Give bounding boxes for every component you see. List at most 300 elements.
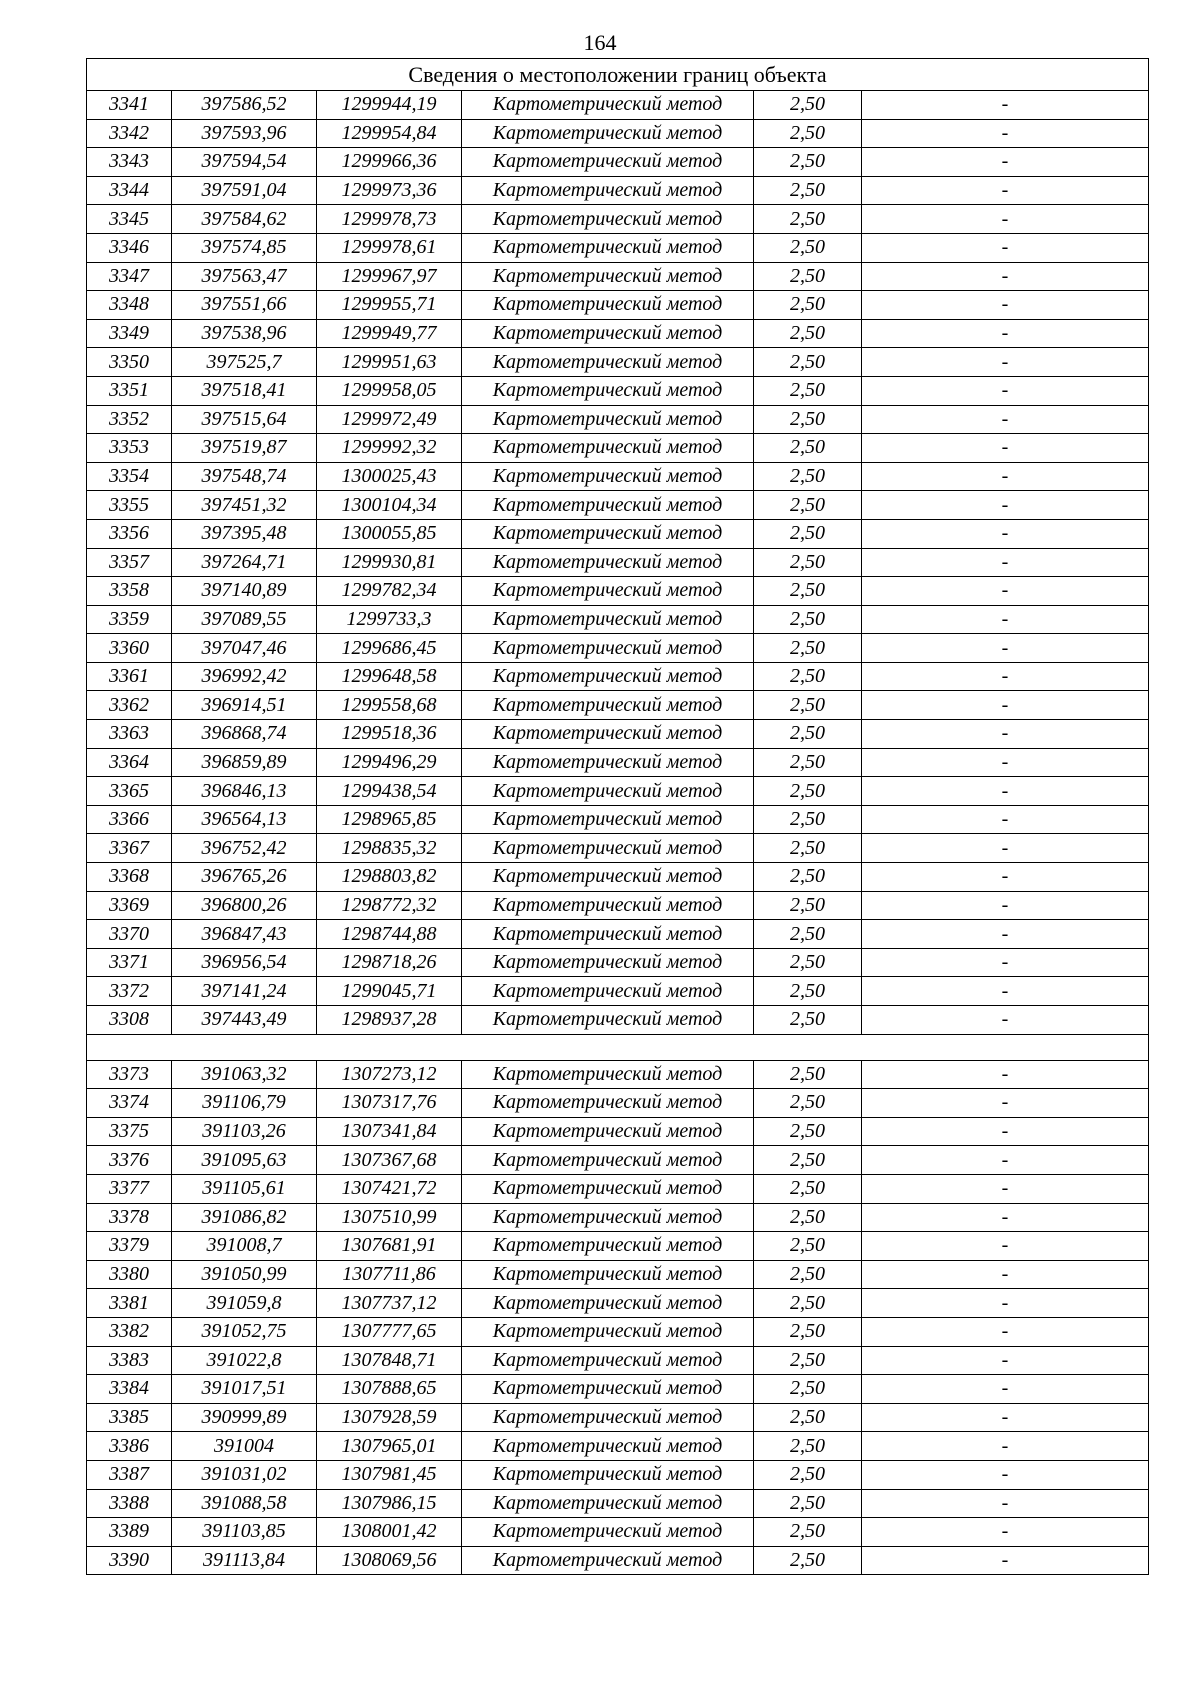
y-coordinate-cell: 1307848,71 (317, 1346, 462, 1375)
accuracy-cell: 2,50 (754, 1346, 862, 1375)
table-row (87, 777, 1149, 806)
accuracy-cell: 2,50 (754, 376, 862, 405)
method-cell: Картометрический метод (462, 720, 754, 749)
y-coordinate-cell: 1299951,63 (317, 348, 462, 377)
method-cell: Картометрический метод (462, 1260, 754, 1289)
point-number-cell: 3383 (87, 1346, 172, 1375)
x-coordinate-cell: 397264,71 (172, 548, 317, 577)
point-number-cell: 3386 (87, 1432, 172, 1461)
x-coordinate-cell: 396859,89 (172, 748, 317, 777)
table-row (87, 948, 1149, 977)
point-number-cell: 3377 (87, 1174, 172, 1203)
accuracy-cell: 2,50 (754, 891, 862, 920)
accuracy-cell: 2,50 (754, 1089, 862, 1118)
description-cell: - (862, 1289, 1149, 1318)
table-row (87, 319, 1149, 348)
table-row (87, 434, 1149, 463)
y-coordinate-cell: 1307317,76 (317, 1089, 462, 1118)
accuracy-cell: 2,50 (754, 1060, 862, 1089)
x-coordinate-cell: 391022,8 (172, 1346, 317, 1375)
point-number-cell: 3369 (87, 891, 172, 920)
accuracy-cell: 2,50 (754, 863, 862, 892)
description-cell: - (862, 205, 1149, 234)
x-coordinate-cell: 391059,8 (172, 1289, 317, 1318)
description-cell: - (862, 1117, 1149, 1146)
table-row (87, 1546, 1149, 1575)
accuracy-cell: 2,50 (754, 1460, 862, 1489)
description-cell: - (862, 634, 1149, 663)
point-number-cell: 3389 (87, 1518, 172, 1547)
point-number-cell: 3365 (87, 777, 172, 806)
method-cell: Картометрический метод (462, 1460, 754, 1489)
accuracy-cell: 2,50 (754, 1006, 862, 1035)
table-row (87, 1260, 1149, 1289)
point-number-cell: 3373 (87, 1060, 172, 1089)
y-coordinate-cell: 1307928,59 (317, 1403, 462, 1432)
method-cell: Картометрический метод (462, 948, 754, 977)
method-cell: Картометрический метод (462, 1375, 754, 1404)
description-cell: - (862, 977, 1149, 1006)
description-cell: - (862, 1460, 1149, 1489)
method-cell: Картометрический метод (462, 1146, 754, 1175)
description-cell: - (862, 348, 1149, 377)
x-coordinate-cell: 396868,74 (172, 720, 317, 749)
x-coordinate-cell: 397451,32 (172, 491, 317, 520)
table-row (87, 1489, 1149, 1518)
table-row (87, 1518, 1149, 1547)
accuracy-cell: 2,50 (754, 748, 862, 777)
point-number-cell: 3387 (87, 1460, 172, 1489)
y-coordinate-cell: 1307986,15 (317, 1489, 462, 1518)
point-number-cell: 3368 (87, 863, 172, 892)
table-row (87, 1375, 1149, 1404)
x-coordinate-cell: 397594,54 (172, 148, 317, 177)
method-cell: Картометрический метод (462, 205, 754, 234)
table-row (87, 1203, 1149, 1232)
point-number-cell: 3359 (87, 605, 172, 634)
description-cell: - (862, 1089, 1149, 1118)
x-coordinate-cell: 391106,79 (172, 1089, 317, 1118)
table-row (87, 1289, 1149, 1318)
y-coordinate-cell: 1298803,82 (317, 863, 462, 892)
table-row (87, 205, 1149, 234)
y-coordinate-cell: 1298772,32 (317, 891, 462, 920)
table-row (87, 462, 1149, 491)
y-coordinate-cell: 1298835,32 (317, 834, 462, 863)
method-cell: Картометрический метод (462, 777, 754, 806)
y-coordinate-cell: 1307777,65 (317, 1317, 462, 1346)
table-row (87, 977, 1149, 1006)
accuracy-cell: 2,50 (754, 1432, 862, 1461)
method-cell: Картометрический метод (462, 462, 754, 491)
description-cell: - (862, 691, 1149, 720)
table-row (87, 891, 1149, 920)
point-number-cell: 3360 (87, 634, 172, 663)
table-row (87, 1232, 1149, 1261)
point-number-cell: 3344 (87, 176, 172, 205)
method-cell: Картометрический метод (462, 662, 754, 691)
point-number-cell: 3390 (87, 1546, 172, 1575)
x-coordinate-cell: 396992,42 (172, 662, 317, 691)
table-row (87, 262, 1149, 291)
x-coordinate-cell: 397593,96 (172, 119, 317, 148)
accuracy-cell: 2,50 (754, 1117, 862, 1146)
description-cell: - (862, 262, 1149, 291)
description-cell: - (862, 119, 1149, 148)
x-coordinate-cell: 397519,87 (172, 434, 317, 463)
accuracy-cell: 2,50 (754, 777, 862, 806)
x-coordinate-cell: 391008,7 (172, 1232, 317, 1261)
description-cell: - (862, 805, 1149, 834)
description-cell: - (862, 1060, 1149, 1089)
table-row (87, 1460, 1149, 1489)
section-separator-cell (87, 1034, 1149, 1060)
table-row (87, 577, 1149, 606)
method-cell: Картометрический метод (462, 176, 754, 205)
accuracy-cell: 2,50 (754, 233, 862, 262)
method-cell: Картометрический метод (462, 691, 754, 720)
point-number-cell: 3363 (87, 720, 172, 749)
description-cell: - (862, 1317, 1149, 1346)
x-coordinate-cell: 391105,61 (172, 1174, 317, 1203)
table-row (87, 634, 1149, 663)
point-number-cell: 3350 (87, 348, 172, 377)
method-cell: Картометрический метод (462, 1518, 754, 1547)
x-coordinate-cell: 396956,54 (172, 948, 317, 977)
x-coordinate-cell: 396847,43 (172, 920, 317, 949)
y-coordinate-cell: 1307888,65 (317, 1375, 462, 1404)
accuracy-cell: 2,50 (754, 1232, 862, 1261)
point-number-cell: 3358 (87, 577, 172, 606)
x-coordinate-cell: 391088,58 (172, 1489, 317, 1518)
table-row (87, 691, 1149, 720)
accuracy-cell: 2,50 (754, 319, 862, 348)
table-row (87, 1006, 1149, 1035)
x-coordinate-cell: 397563,47 (172, 262, 317, 291)
method-cell: Картометрический метод (462, 1174, 754, 1203)
table-row (87, 176, 1149, 205)
x-coordinate-cell: 397538,96 (172, 319, 317, 348)
point-number-cell: 3381 (87, 1289, 172, 1318)
description-cell: - (862, 1375, 1149, 1404)
point-number-cell: 3388 (87, 1489, 172, 1518)
method-cell: Картометрический метод (462, 805, 754, 834)
point-number-cell: 3351 (87, 376, 172, 405)
x-coordinate-cell: 391017,51 (172, 1375, 317, 1404)
point-number-cell: 3347 (87, 262, 172, 291)
accuracy-cell: 2,50 (754, 1489, 862, 1518)
x-coordinate-cell: 397518,41 (172, 376, 317, 405)
table-row (87, 920, 1149, 949)
point-number-cell: 3375 (87, 1117, 172, 1146)
accuracy-cell: 2,50 (754, 577, 862, 606)
point-number-cell: 3308 (87, 1006, 172, 1035)
description-cell: - (862, 91, 1149, 120)
description-cell: - (862, 1432, 1149, 1461)
x-coordinate-cell: 397140,89 (172, 577, 317, 606)
point-number-cell: 3357 (87, 548, 172, 577)
description-cell: - (862, 548, 1149, 577)
accuracy-cell: 2,50 (754, 720, 862, 749)
point-number-cell: 3345 (87, 205, 172, 234)
description-cell: - (862, 176, 1149, 205)
y-coordinate-cell: 1307367,68 (317, 1146, 462, 1175)
x-coordinate-cell: 397584,62 (172, 205, 317, 234)
y-coordinate-cell: 1307981,45 (317, 1460, 462, 1489)
description-cell: - (862, 434, 1149, 463)
x-coordinate-cell: 397443,49 (172, 1006, 317, 1035)
method-cell: Картометрический метод (462, 376, 754, 405)
accuracy-cell: 2,50 (754, 605, 862, 634)
table-title: Сведения о местоположении границ объекта (87, 59, 1149, 91)
accuracy-cell: 2,50 (754, 805, 862, 834)
accuracy-cell: 2,50 (754, 176, 862, 205)
section-separator-row (87, 1034, 1149, 1060)
x-coordinate-cell: 391113,84 (172, 1546, 317, 1575)
accuracy-cell: 2,50 (754, 1203, 862, 1232)
description-cell: - (862, 662, 1149, 691)
table-row (87, 805, 1149, 834)
accuracy-cell: 2,50 (754, 548, 862, 577)
description-cell: - (862, 519, 1149, 548)
x-coordinate-cell: 397574,85 (172, 233, 317, 262)
table-row (87, 148, 1149, 177)
y-coordinate-cell: 1298718,26 (317, 948, 462, 977)
table-row (87, 491, 1149, 520)
method-cell: Картометрический метод (462, 634, 754, 663)
method-cell: Картометрический метод (462, 920, 754, 949)
y-coordinate-cell: 1307737,12 (317, 1289, 462, 1318)
method-cell: Картометрический метод (462, 262, 754, 291)
method-cell: Картометрический метод (462, 1203, 754, 1232)
method-cell: Картометрический метод (462, 91, 754, 120)
accuracy-cell: 2,50 (754, 691, 862, 720)
table-row (87, 834, 1149, 863)
method-cell: Картометрический метод (462, 605, 754, 634)
description-cell: - (862, 291, 1149, 320)
method-cell: Картометрический метод (462, 491, 754, 520)
point-number-cell: 3384 (87, 1375, 172, 1404)
point-number-cell: 3379 (87, 1232, 172, 1261)
y-coordinate-cell: 1299972,49 (317, 405, 462, 434)
point-number-cell: 3352 (87, 405, 172, 434)
method-cell: Картометрический метод (462, 291, 754, 320)
table-row (87, 291, 1149, 320)
y-coordinate-cell: 1299930,81 (317, 548, 462, 577)
method-cell: Картометрический метод (462, 233, 754, 262)
description-cell: - (862, 376, 1149, 405)
x-coordinate-cell: 397089,55 (172, 605, 317, 634)
y-coordinate-cell: 1298937,28 (317, 1006, 462, 1035)
point-number-cell: 3367 (87, 834, 172, 863)
y-coordinate-cell: 1299966,36 (317, 148, 462, 177)
y-coordinate-cell: 1308001,42 (317, 1518, 462, 1547)
description-cell: - (862, 577, 1149, 606)
table-row (87, 548, 1149, 577)
method-cell: Картометрический метод (462, 1489, 754, 1518)
description-cell: - (862, 834, 1149, 863)
description-cell: - (862, 948, 1149, 977)
point-number-cell: 3355 (87, 491, 172, 520)
method-cell: Картометрический метод (462, 1117, 754, 1146)
x-coordinate-cell: 397141,24 (172, 977, 317, 1006)
y-coordinate-cell: 1307681,91 (317, 1232, 462, 1261)
table-row (87, 748, 1149, 777)
y-coordinate-cell: 1300055,85 (317, 519, 462, 548)
point-number-cell: 3364 (87, 748, 172, 777)
point-number-cell: 3346 (87, 233, 172, 262)
method-cell: Картометрический метод (462, 977, 754, 1006)
y-coordinate-cell: 1308069,56 (317, 1546, 462, 1575)
x-coordinate-cell: 391063,32 (172, 1060, 317, 1089)
table-row (87, 119, 1149, 148)
method-cell: Картометрический метод (462, 405, 754, 434)
point-number-cell: 3371 (87, 948, 172, 977)
accuracy-cell: 2,50 (754, 205, 862, 234)
description-cell: - (862, 1403, 1149, 1432)
method-cell: Картометрический метод (462, 577, 754, 606)
x-coordinate-cell: 396752,42 (172, 834, 317, 863)
method-cell: Картометрический метод (462, 1546, 754, 1575)
accuracy-cell: 2,50 (754, 1403, 862, 1432)
table-row (87, 863, 1149, 892)
table-row (87, 1089, 1149, 1118)
y-coordinate-cell: 1298744,88 (317, 920, 462, 949)
point-number-cell: 3353 (87, 434, 172, 463)
description-cell: - (862, 863, 1149, 892)
y-coordinate-cell: 1299438,54 (317, 777, 462, 806)
y-coordinate-cell: 1299978,61 (317, 233, 462, 262)
description-cell: - (862, 1232, 1149, 1261)
accuracy-cell: 2,50 (754, 1146, 862, 1175)
x-coordinate-cell: 397515,64 (172, 405, 317, 434)
y-coordinate-cell: 1300025,43 (317, 462, 462, 491)
x-coordinate-cell: 396846,13 (172, 777, 317, 806)
method-cell: Картометрический метод (462, 1006, 754, 1035)
accuracy-cell: 2,50 (754, 977, 862, 1006)
accuracy-cell: 2,50 (754, 291, 862, 320)
x-coordinate-cell: 391031,02 (172, 1460, 317, 1489)
description-cell: - (862, 1346, 1149, 1375)
y-coordinate-cell: 1299978,73 (317, 205, 462, 234)
method-cell: Картометрический метод (462, 834, 754, 863)
point-number-cell: 3343 (87, 148, 172, 177)
x-coordinate-cell: 390999,89 (172, 1403, 317, 1432)
accuracy-cell: 2,50 (754, 1317, 862, 1346)
point-number-cell: 3382 (87, 1317, 172, 1346)
method-cell: Картометрический метод (462, 1403, 754, 1432)
method-cell: Картометрический метод (462, 863, 754, 892)
point-number-cell: 3376 (87, 1146, 172, 1175)
x-coordinate-cell: 391052,75 (172, 1317, 317, 1346)
description-cell: - (862, 920, 1149, 949)
y-coordinate-cell: 1299955,71 (317, 291, 462, 320)
point-number-cell: 3385 (87, 1403, 172, 1432)
accuracy-cell: 2,50 (754, 262, 862, 291)
point-number-cell: 3370 (87, 920, 172, 949)
y-coordinate-cell: 1299967,97 (317, 262, 462, 291)
description-cell: - (862, 233, 1149, 262)
table-row (87, 1317, 1149, 1346)
accuracy-cell: 2,50 (754, 1375, 862, 1404)
description-cell: - (862, 1203, 1149, 1232)
accuracy-cell: 2,50 (754, 462, 862, 491)
x-coordinate-cell: 391086,82 (172, 1203, 317, 1232)
accuracy-cell: 2,50 (754, 434, 862, 463)
point-number-cell: 3366 (87, 805, 172, 834)
y-coordinate-cell: 1299954,84 (317, 119, 462, 148)
accuracy-cell: 2,50 (754, 1518, 862, 1547)
table-row (87, 1403, 1149, 1432)
accuracy-cell: 2,50 (754, 91, 862, 120)
point-number-cell: 3362 (87, 691, 172, 720)
description-cell: - (862, 748, 1149, 777)
y-coordinate-cell: 1299733,3 (317, 605, 462, 634)
y-coordinate-cell: 1307711,86 (317, 1260, 462, 1289)
method-cell: Картометрический метод (462, 348, 754, 377)
table-row (87, 1174, 1149, 1203)
point-number-cell: 3342 (87, 119, 172, 148)
x-coordinate-cell: 396564,13 (172, 805, 317, 834)
description-cell: - (862, 1146, 1149, 1175)
method-cell: Картометрический метод (462, 1232, 754, 1261)
table-row (87, 1060, 1149, 1089)
point-number-cell: 3349 (87, 319, 172, 348)
method-cell: Картометрический метод (462, 434, 754, 463)
y-coordinate-cell: 1299992,32 (317, 434, 462, 463)
method-cell: Картометрический метод (462, 519, 754, 548)
accuracy-cell: 2,50 (754, 405, 862, 434)
accuracy-cell: 2,50 (754, 119, 862, 148)
method-cell: Картометрический метод (462, 748, 754, 777)
accuracy-cell: 2,50 (754, 662, 862, 691)
table-row (87, 1117, 1149, 1146)
x-coordinate-cell: 397586,52 (172, 91, 317, 120)
table-row (87, 405, 1149, 434)
x-coordinate-cell: 397551,66 (172, 291, 317, 320)
point-number-cell: 3378 (87, 1203, 172, 1232)
accuracy-cell: 2,50 (754, 920, 862, 949)
accuracy-cell: 2,50 (754, 348, 862, 377)
y-coordinate-cell: 1299944,19 (317, 91, 462, 120)
x-coordinate-cell: 397395,48 (172, 519, 317, 548)
x-coordinate-cell: 396914,51 (172, 691, 317, 720)
y-coordinate-cell: 1299496,29 (317, 748, 462, 777)
description-cell: - (862, 777, 1149, 806)
table-row (87, 519, 1149, 548)
x-coordinate-cell: 391004 (172, 1432, 317, 1461)
y-coordinate-cell: 1299045,71 (317, 977, 462, 1006)
point-number-cell: 3356 (87, 519, 172, 548)
y-coordinate-cell: 1298965,85 (317, 805, 462, 834)
y-coordinate-cell: 1299558,68 (317, 691, 462, 720)
accuracy-cell: 2,50 (754, 634, 862, 663)
point-number-cell: 3354 (87, 462, 172, 491)
description-cell: - (862, 1546, 1149, 1575)
method-cell: Картометрический метод (462, 1317, 754, 1346)
page-number: 164 (583, 30, 617, 55)
method-cell: Картометрический метод (462, 148, 754, 177)
boundary-coordinates-table (86, 58, 1149, 1575)
x-coordinate-cell: 396765,26 (172, 863, 317, 892)
y-coordinate-cell: 1307341,84 (317, 1117, 462, 1146)
accuracy-cell: 2,50 (754, 1546, 862, 1575)
table-row (87, 233, 1149, 262)
description-cell: - (862, 891, 1149, 920)
description-cell: - (862, 1006, 1149, 1035)
x-coordinate-cell: 397548,74 (172, 462, 317, 491)
table-row (87, 605, 1149, 634)
